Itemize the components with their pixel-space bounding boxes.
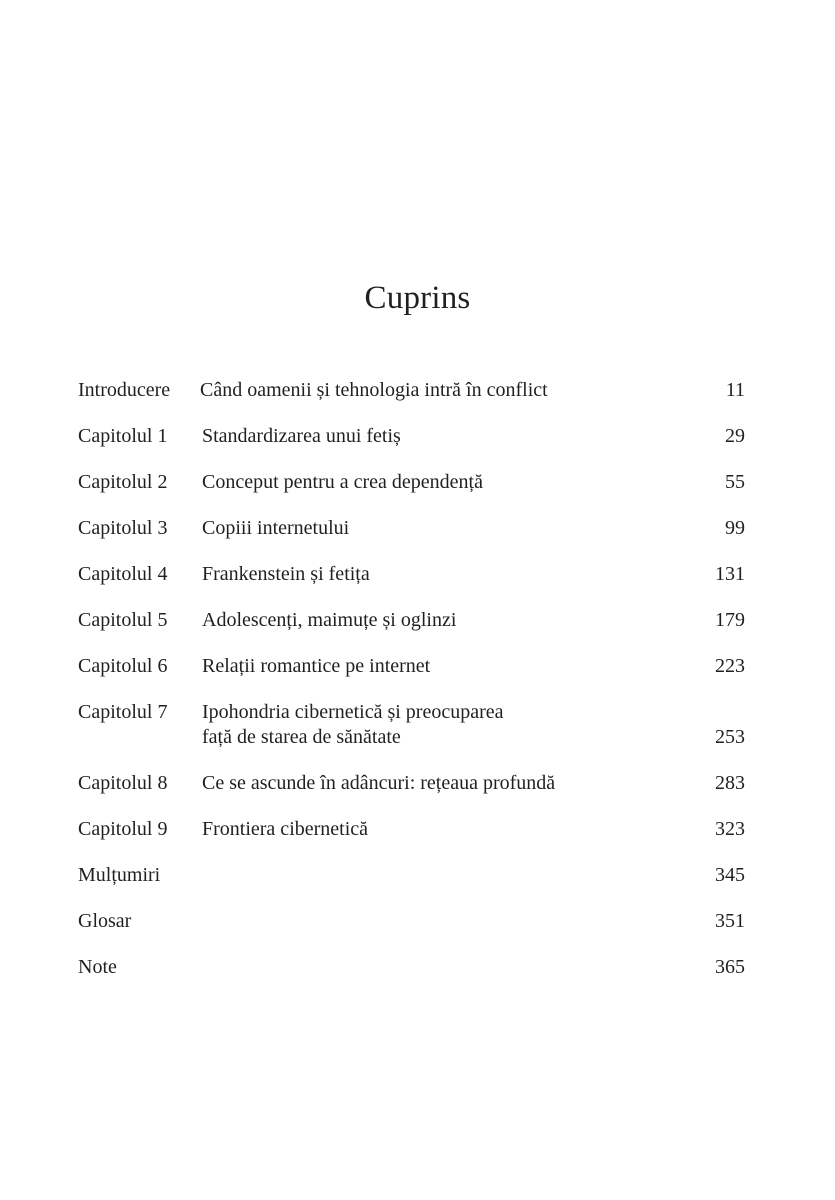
toc-entry-page: 351 — [715, 910, 745, 932]
toc-entry-page: 29 — [725, 425, 745, 447]
toc-entry-label: Mulțumiri — [78, 864, 161, 886]
toc-entry-title: Când oamenii și tehnologia intră în conflict — [200, 379, 548, 401]
toc-entry-label: Capitolul 9 — [78, 818, 168, 840]
toc-entry-label: Capitolul 7 — [78, 701, 168, 723]
toc-entry-title: Adolescenți, maimuțe și oglinzi — [202, 609, 457, 631]
toc-entry-label: Glosar — [78, 910, 132, 932]
toc-entry-label: Capitolul 8 — [78, 772, 168, 794]
toc-entry-title: Frankenstein și fetița — [202, 563, 370, 585]
toc-entry-capitolul-8[interactable] — [78, 771, 745, 796]
toc-entry-capitolul-6[interactable] — [78, 654, 745, 679]
toc-entry-page: 55 — [725, 471, 745, 493]
toc-entry-title: Frontiera cibernetică — [202, 818, 369, 840]
toc-entry-page: 345 — [715, 864, 745, 886]
toc-entry-label: Capitolul 2 — [78, 471, 168, 493]
toc-entry-title: Conceput pentru a crea dependență — [202, 471, 483, 493]
toc-entry-multumiri[interactable] — [78, 863, 745, 888]
toc-entry-page: 283 — [715, 772, 745, 794]
toc-entry-label: Capitolul 1 — [78, 425, 168, 447]
toc-entry-page: 323 — [715, 818, 745, 840]
toc-entry-title: Copiii internetului — [202, 517, 350, 539]
toc-entry-title: Relații romantice pe internet — [202, 655, 431, 677]
toc-entry-page: 131 — [715, 563, 745, 585]
toc-entry-capitolul-3[interactable] — [78, 516, 745, 541]
toc-entry-capitolul-1[interactable] — [78, 424, 745, 449]
toc-entry-page: 223 — [715, 655, 745, 677]
toc-entry-capitolul-5[interactable] — [78, 608, 745, 633]
toc-entry-capitolul-2[interactable] — [78, 470, 745, 495]
toc-entry-label: Capitolul 4 — [78, 563, 168, 585]
toc-entry-label: Introducere — [78, 379, 171, 401]
toc-entry-glosar[interactable] — [78, 909, 745, 934]
toc-entry-introducere[interactable] — [78, 378, 745, 403]
toc-entry-label: Capitolul 5 — [78, 609, 168, 631]
toc-entry-label: Capitolul 6 — [78, 655, 168, 677]
toc-entry-note[interactable] — [78, 955, 745, 980]
toc-entry-page: 365 — [715, 956, 745, 978]
page-title: Cuprins — [364, 280, 471, 317]
toc-entry-title: Ce se ascunde în adâncuri: rețeaua profundă — [202, 772, 556, 794]
toc-entry-capitolul-4[interactable] — [78, 562, 745, 587]
toc-entry-capitolul-7[interactable] — [78, 700, 745, 750]
toc-entry-page: 179 — [715, 609, 745, 631]
toc-entry-title: Standardizarea unui fetiș — [202, 425, 401, 447]
toc-entry-label: Capitolul 3 — [78, 517, 168, 539]
toc-entry-title: Ipohondria cibernetică și preocuparea față de starea de sănătate — [202, 701, 504, 748]
toc-entry-label: Note — [78, 956, 117, 978]
toc-entry-page: 253 — [715, 726, 745, 748]
toc-entry-capitolul-9[interactable] — [78, 817, 745, 842]
toc-entry-page: 11 — [725, 379, 745, 401]
table-of-contents — [78, 378, 745, 1001]
toc-entry-page: 99 — [725, 517, 745, 539]
